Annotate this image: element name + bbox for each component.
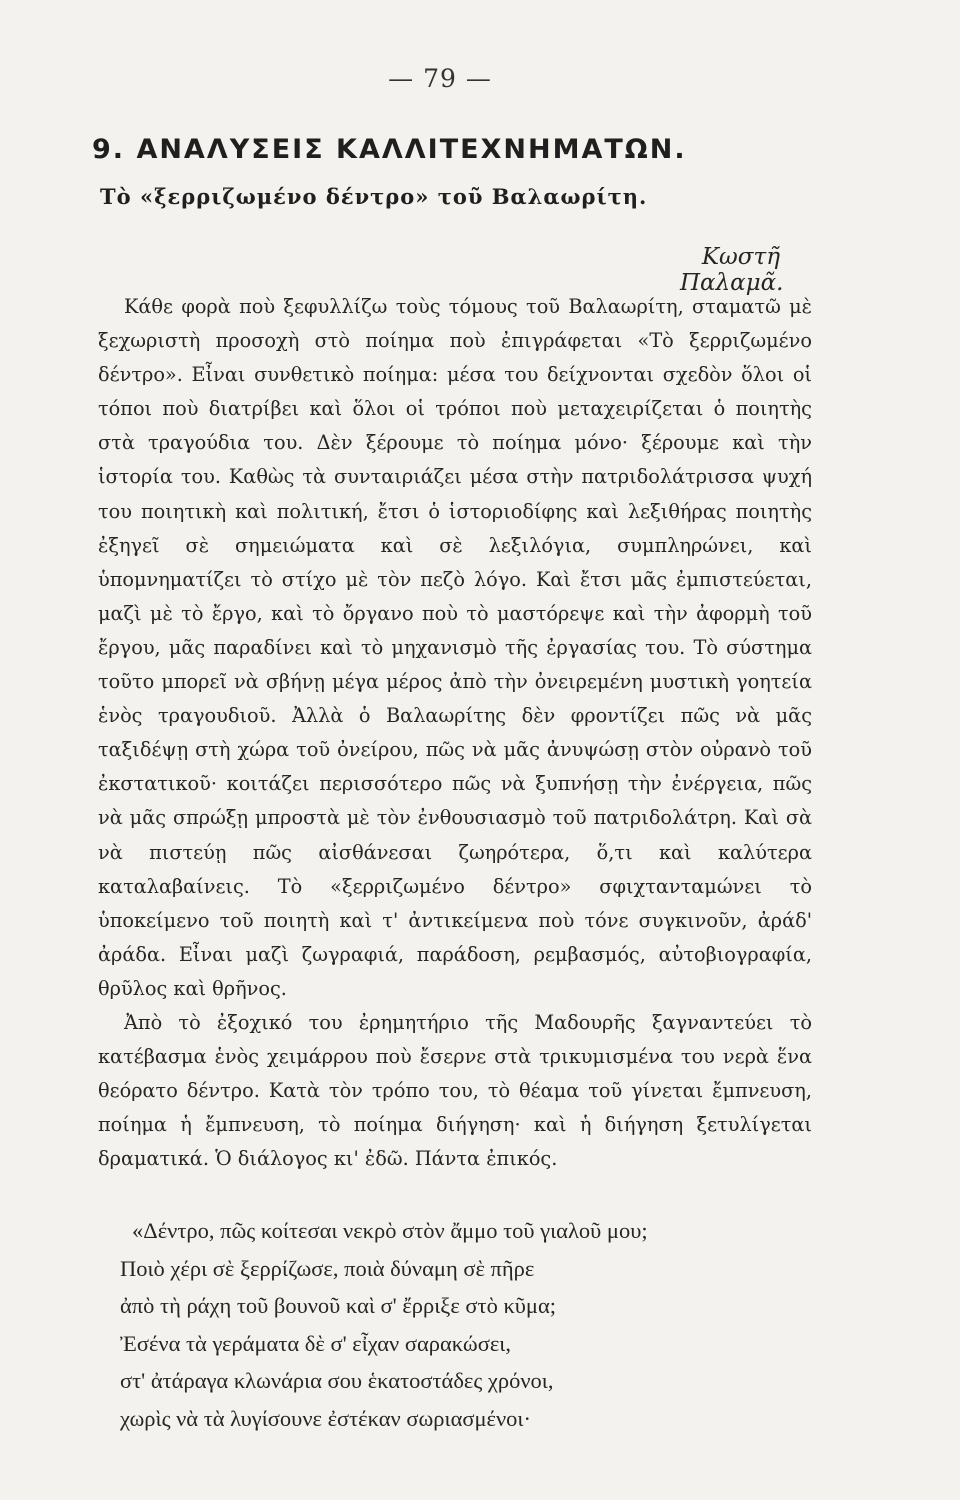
poem-line: Ἐσένα τὰ γεράματα δὲ σ' εἶχαν σαρακώσει,: [120, 1330, 511, 1356]
paragraph: Κάθε φορὰ ποὺ ξεφυλλίζω τοὺς τόμους τοῦ Βαλαωρίτη, σταματῶ μὲ ξεχωριστὴ προσοχὴ στὸ ποίημα ποὺ ἐπιγράφεται «Τὸ ξερριζωμένο δέντρο». Εἶναι συνθετικὸ ποίημα: μέσα του δείχνονται σχεδὸν ὅλοι οἱ τόποι ποὺ διατρίβει καὶ ὅλοι οἱ τρόποι ποὺ μεταχειρίζεται ὁ ποιητὴς στὰ τραγούδια του. Δὲν ξέρουμε τὸ ποίημα μόνο· ξέρουμε καὶ τὴν ἱστορία του. Καθὼς τὰ συνταιριάζει μέσα στὴν πατριδολάτρισσα ψυχή του ποιητικὴ καὶ πολιτική, ἔτσι ὁ ἱστοριοδίφης καὶ λεξιθήρας ποιητὴς ἐξηγεῖ σὲ σημειώματα καὶ σὲ λεξιλόγια, συμπληρώνει, καὶ ὑπομνηματίζει τὸ στίχο μὲ τὸν πεζὸ λόγο. Καὶ ἔτσι μᾶς ἐμπιστεύεται, μαζὶ μὲ τὸ ἔργο, καὶ τὸ ὄργανο ποὺ τὸ μαστόρεψε καὶ τὴν ἀφορμὴ τοῦ ἔργου, μᾶς παραδίνει καὶ τὸ μηχανισμὸ τῆς ἐργασίας του. Τὸ σύστημα τοῦτο μπορεῖ νὰ σβήνῃ μέγα μέρος ἀπὸ τὴν ὀνειρεμένη μυστικὴ γοητεία ἑνὸς τραγουδιοῦ. Ἀλλὰ ὁ Βαλαωρίτης δὲν φροντίζει πῶς νὰ μᾶς ταξιδέψῃ στὴ χώρα τοῦ ὀνείρου, πῶς νὰ μᾶς ἀνυψώσῃ στὸν οὐρανὸ τοῦ ἐκστατικοῦ· κοιτάζει περισσότερο πῶς νὰ ξυπνήσῃ τὴν ἐνέργεια, πῶς νὰ μᾶς σπρώξῃ μπροστὰ μὲ τὸν ἐνθουσιασμὸ τοῦ πατριδολάτρη. Καὶ σὰ νὰ πιστεύῃ πῶς αἰσθάνεσαι ζωηρότερα, ὅ,τι καὶ καλύτερα καταλαβαίνεις. Τὸ «ξερριζωμένο δέντρο» σφιχτανταμώνει τὸ ὑποκείμενο τοῦ ποιητὴ καὶ τ' ἀντικείμενα ποὺ τόνε συγκινοῦν, ἀράδ' ἀράδα. Εἶναι μαζὶ ζωγραφιά, παράδοση, ρεμβασμός, αὐτοβιογραφία, θρῦλος καὶ θρῆνος.: [98, 295, 812, 1000]
page-number: — 79 —: [388, 64, 492, 93]
author-name: Κωστῆ Παλαμᾶ.: [680, 244, 784, 296]
poem-line: στ' ἀτάραγα κλωνάρια σου ἑκατοστάδες χρόνοι,: [120, 1368, 554, 1393]
poem-line: ἀπὸ τὴ ράχη τοῦ βουνοῦ καὶ σ' ἔρριξε στὸ κῦμα;: [120, 1293, 557, 1318]
essay-title: Τὸ «ξερριζωμένο δέντρο» τοῦ Βαλαωρίτη.: [100, 184, 648, 209]
section-heading: 9. ΑΝΑΛΥΣΕΙΣ ΚΑΛΛΙΤΕΧΝΗΜΑΤΩΝ.: [92, 134, 687, 165]
poem-line: «Δέντρο, πῶς κοίτεσαι νεκρὸ στὸν ἄμμο τοῦ γιαλοῦ μου;: [132, 1218, 648, 1243]
poem-excerpt: [120, 1212, 832, 1437]
poem-line: χωρὶς νὰ τὰ λυγίσουνε ἐστέκαν σωριασμένοι·: [120, 1405, 531, 1431]
body-text: [98, 290, 812, 1176]
paragraph: Ἀπὸ τὸ ἐξοχικό του ἐρημητήριο τῆς Μαδουρῆς ξαγναντεύει τὸ κατέβασμα ἑνὸς χειμάρρου ποὺ ἔσερνε στὰ τρικυμισμένα του νερὰ ἕνα θεόρατο δέντρο. Κατὰ τὸν τρόπο του, τὸ θέαμα τοῦ γίνεται ἔμπνευση, ποίημα ἡ ἔμπνευση, τὸ ποίημα διήγηση· καὶ ἡ διήγηση ξετυλίγεται δραματικά. Ὁ διάλογος κι' ἐδῶ. Πάντα ἐπικός.: [98, 1010, 812, 1171]
poem-line: Ποιὸ χέρι σὲ ξερρίζωσε, ποιὰ δύναμη σὲ πῆρε: [120, 1255, 535, 1281]
